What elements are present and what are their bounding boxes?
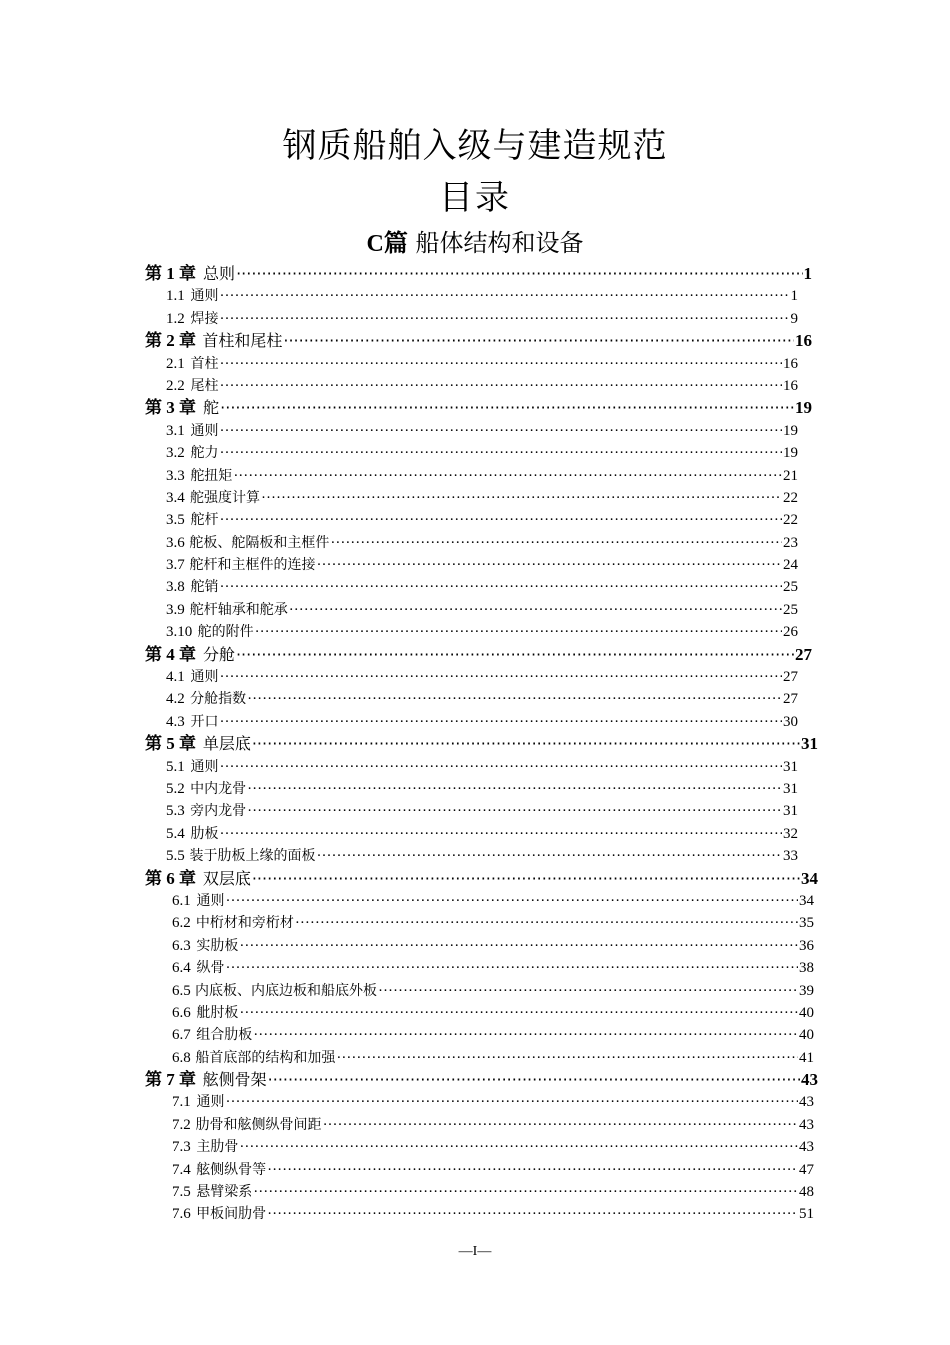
toc-label: 实肋板: [196, 937, 239, 954]
toc-page-number: 34: [801, 868, 818, 888]
toc-page-number: 27: [783, 669, 798, 686]
dot-leader: [330, 532, 782, 554]
toc-chapter-row[interactable]: [145, 1069, 818, 1091]
toc-number: 6.8: [172, 1049, 191, 1066]
toc-label: 旁内龙骨: [190, 803, 247, 820]
dot-leader: [220, 308, 790, 330]
toc-page-number: 19: [783, 445, 798, 462]
toc-page-number: 25: [783, 579, 798, 596]
toc-number: 7.5: [172, 1184, 191, 1201]
toc-section-row[interactable]: [172, 1091, 814, 1113]
toc-number: 6.7: [172, 1027, 191, 1044]
toc-number: 第 6 章: [145, 868, 196, 888]
toc-number: 5.4: [166, 825, 185, 842]
toc-page-number: 48: [799, 1184, 814, 1201]
toc-page-number: 39: [799, 982, 814, 999]
toc-label: 舭肘板: [196, 1004, 239, 1021]
toc-page-number: 22: [783, 512, 798, 529]
toc-label: 舵板、舵隔板和主框件: [189, 534, 330, 551]
toc-number: 6.6: [172, 1004, 191, 1021]
toc-label: 肋骨和舷侧纵骨间距: [195, 1116, 322, 1133]
toc-label: 焊接: [190, 310, 219, 327]
toc-section-row[interactable]: [172, 935, 814, 957]
toc-page-number: 47: [799, 1161, 814, 1178]
dot-leader: [252, 868, 800, 890]
dot-leader: [247, 778, 782, 800]
toc-number: 6.4: [172, 960, 191, 977]
toc-section-row[interactable]: [166, 532, 798, 554]
toc-page-number: 40: [799, 1027, 814, 1044]
toc-label: 内底板、内底边板和船底外板: [195, 982, 377, 999]
toc-page-number: 43: [799, 1094, 814, 1111]
document-title: 钢质船舶入级与建造规范: [282, 126, 668, 166]
dot-leader: [219, 353, 782, 375]
toc-section-row[interactable]: [172, 912, 814, 934]
toc-number: 3.10: [166, 624, 193, 641]
dot-leader: [267, 1203, 798, 1225]
dot-leader: [220, 397, 794, 419]
toc-label: 首柱: [190, 355, 219, 372]
toc-label: 尾柱: [190, 377, 219, 394]
toc-label: 舵杆: [190, 512, 219, 529]
dot-leader: [252, 733, 800, 755]
toc-section-row[interactable]: [172, 980, 814, 1002]
toc-label: 主肋骨: [196, 1139, 239, 1156]
toc-page-number: 33: [783, 848, 798, 865]
toc-page-number: 30: [783, 713, 798, 730]
toc-chapter-row[interactable]: [145, 330, 812, 352]
toc-page-number: 40: [799, 1004, 814, 1021]
dot-leader: [268, 1069, 800, 1091]
dot-leader: [219, 420, 782, 442]
toc-number: 第 3 章: [145, 398, 196, 418]
toc-number: 7.3: [172, 1139, 191, 1156]
toc-chapter-row[interactable]: [145, 644, 812, 666]
dot-leader: [253, 1181, 798, 1203]
toc-number: 6.1: [172, 892, 191, 909]
toc-page-number: 19: [795, 398, 812, 418]
toc-label: 首柱和尾柱: [202, 331, 283, 351]
toc-section-row[interactable]: [166, 823, 798, 845]
toc-number: 3.1: [166, 422, 185, 439]
toc-label: 舵销: [190, 579, 219, 596]
toc-page-number: 43: [799, 1116, 814, 1133]
dot-leader: [267, 1159, 798, 1181]
toc-page-number: 24: [783, 557, 798, 574]
toc-page-number: 34: [799, 892, 814, 909]
toc-section-row[interactable]: [172, 1136, 814, 1158]
toc-section-row[interactable]: [172, 1203, 814, 1225]
dot-leader: [226, 890, 798, 912]
toc-section-row[interactable]: [166, 576, 798, 598]
toc-page-number: 32: [783, 825, 798, 842]
table-of-contents: [0, 263, 950, 1226]
toc-number: 3.2: [166, 445, 185, 462]
toc-number: 6.2: [172, 915, 191, 932]
dot-leader: [316, 845, 782, 867]
dot-leader: [219, 666, 782, 688]
toc-page-number: 9: [790, 310, 798, 327]
dot-leader: [233, 465, 782, 487]
toc-number: 4.2: [166, 691, 185, 708]
toc-page-number: 25: [783, 601, 798, 618]
toc-number: 第 1 章: [145, 264, 196, 283]
dot-leader: [336, 1047, 798, 1069]
toc-number: 1.1: [166, 288, 185, 305]
dot-leader: [219, 442, 782, 464]
toc-page-number: 23: [783, 534, 798, 551]
dot-leader: [323, 1114, 798, 1136]
toc-number: 3.6: [166, 534, 185, 551]
toc-number: 1.2: [166, 310, 185, 327]
toc-label: 船首底部的结构和加强: [195, 1049, 336, 1066]
toc-number: 3.4: [166, 489, 185, 506]
dot-leader: [226, 1091, 798, 1113]
toc-number: 2.2: [166, 377, 185, 394]
toc-section-row[interactable]: [166, 285, 798, 307]
toc-number: 3.9: [166, 601, 185, 618]
toc-label: 通则: [190, 669, 219, 686]
toc-label: 总则: [203, 264, 236, 283]
toc-section-row[interactable]: [166, 688, 798, 710]
toc-label: 装于肋板上缘的面板: [189, 848, 316, 865]
dot-leader: [226, 957, 798, 979]
toc-page-number: 31: [783, 758, 798, 775]
dot-leader: [283, 330, 794, 352]
dot-leader: [219, 756, 782, 778]
toc-section-row[interactable]: [166, 756, 798, 778]
toc-label: 舵杆和主框件的连接: [189, 557, 316, 574]
toc-section-row[interactable]: [166, 621, 798, 643]
toc-chapter-row[interactable]: [145, 397, 812, 419]
toc-label: 组合肋板: [196, 1027, 253, 1044]
toc-number: 6.5: [172, 982, 191, 999]
toc-page-number: 43: [799, 1139, 814, 1156]
dot-leader: [239, 1136, 798, 1158]
dot-leader: [219, 375, 782, 397]
toc-number: 3.5: [166, 512, 185, 529]
page-footer: —I—: [458, 1244, 492, 1259]
toc-label: 悬臂梁系: [196, 1184, 253, 1201]
toc-page-number: 38: [799, 960, 814, 977]
dot-leader: [219, 823, 782, 845]
toc-number: 第 4 章: [145, 644, 196, 664]
toc-number: 4.1: [166, 669, 185, 686]
dot-leader: [236, 263, 802, 285]
toc-section-row[interactable]: [172, 957, 814, 979]
toc-label: 舵杆轴承和舵承: [189, 601, 288, 618]
toc-number: 5.3: [166, 803, 185, 820]
toc-section-row[interactable]: [166, 465, 798, 487]
part-heading: [0, 223, 950, 258]
toc-label: 舷侧骨架: [202, 1070, 267, 1090]
toc-label: 舵力: [190, 445, 219, 462]
toc-section-row[interactable]: [166, 554, 798, 576]
toc-section-row[interactable]: [172, 1024, 814, 1046]
toc-section-row[interactable]: [166, 375, 798, 397]
part-letter: C篇: [366, 231, 408, 257]
toc-label: 开口: [190, 713, 219, 730]
toc-label: 通则: [196, 1094, 225, 1111]
toc-label: 通则: [190, 758, 219, 775]
toc-label: 肋板: [190, 825, 219, 842]
toc-number: 7.2: [172, 1116, 191, 1133]
toc-page-number: 31: [801, 734, 818, 754]
toc-section-row[interactable]: [166, 308, 798, 330]
toc-page-number: 41: [799, 1049, 814, 1066]
toc-number: 7.4: [172, 1161, 191, 1178]
toc-number: 3.3: [166, 467, 185, 484]
toc-page-number: 43: [801, 1070, 818, 1090]
toc-label: 舵的附件: [197, 624, 254, 641]
toc-section-row[interactable]: [172, 1159, 814, 1181]
toc-number: 第 2 章: [145, 331, 196, 351]
toc-section-row[interactable]: [166, 711, 798, 733]
toc-section-row[interactable]: [172, 1047, 814, 1069]
dot-leader: [247, 800, 782, 822]
toc-section-row[interactable]: [166, 420, 798, 442]
toc-number: 5.2: [166, 780, 185, 797]
dot-leader: [316, 554, 782, 576]
toc-number: 2.1: [166, 355, 185, 372]
toc-number: 5.5: [166, 848, 185, 865]
toc-page-number: 27: [783, 691, 798, 708]
dot-leader: [255, 621, 782, 643]
toc-number: 5.1: [166, 758, 185, 775]
toc-page-number: 27: [795, 644, 812, 664]
toc-page-number: 1: [790, 288, 798, 305]
toc-section-row[interactable]: [166, 353, 798, 375]
toc-section-row[interactable]: [166, 442, 798, 464]
toc-section-row[interactable]: [166, 778, 798, 800]
toc-number: 3.7: [166, 557, 185, 574]
toc-section-row[interactable]: [166, 800, 798, 822]
toc-section-row[interactable]: [166, 599, 798, 621]
toc-page-number: 35: [799, 915, 814, 932]
dot-leader: [236, 644, 794, 666]
toc-section-row[interactable]: [172, 1181, 814, 1203]
toc-number: 第 7 章: [145, 1070, 196, 1090]
toc-label: 分舱指数: [190, 691, 247, 708]
toc-section-row[interactable]: [166, 487, 798, 509]
toc-label: 通则: [190, 422, 219, 439]
dot-leader: [219, 509, 782, 531]
toc-label: 通则: [190, 288, 219, 305]
part-name: 船体结构和设备: [415, 229, 584, 257]
toc-number: 第 5 章: [145, 734, 196, 754]
toc-label: 中桁材和旁桁材: [195, 915, 294, 932]
toc-page-number: 19: [783, 422, 798, 439]
toc-label: 双层底: [202, 868, 251, 888]
toc-section-row[interactable]: [172, 1002, 814, 1024]
dot-leader: [253, 1024, 798, 1046]
toc-page-number: 16: [783, 377, 798, 394]
toc-page-number: 16: [783, 355, 798, 372]
dot-leader: [261, 487, 782, 509]
toc-label: 甲板间肋骨: [196, 1206, 267, 1223]
toc-label: 舵扭矩: [190, 467, 233, 484]
toc-chapter-row[interactable]: [145, 263, 812, 285]
toc-label: 舵强度计算: [190, 489, 261, 506]
toc-page-number: 51: [799, 1206, 814, 1223]
dot-leader: [239, 1002, 798, 1024]
dot-leader: [247, 688, 782, 710]
toc-page-number: 1: [803, 264, 812, 283]
toc-label: 舵: [203, 398, 220, 418]
toc-page-number: 21: [783, 467, 798, 484]
toc-page-number: 31: [783, 803, 798, 820]
toc-page-number: 36: [799, 937, 814, 954]
toc-label: 中内龙骨: [190, 780, 247, 797]
toc-label: 舷侧纵骨等: [196, 1161, 267, 1178]
toc-number: 3.8: [166, 579, 185, 596]
toc-section-row[interactable]: [166, 509, 798, 531]
dot-leader: [289, 599, 782, 621]
dot-leader: [219, 576, 782, 598]
toc-page-number: 22: [783, 489, 798, 506]
dot-leader: [220, 285, 790, 307]
toc-label: 单层底: [202, 734, 251, 754]
dot-leader: [378, 980, 798, 1002]
toc-section-row[interactable]: [166, 666, 798, 688]
toc-label: 纵骨: [196, 960, 225, 977]
toc-page-number: 26: [783, 624, 798, 641]
dot-leader: [219, 711, 782, 733]
toc-label: 分舱: [202, 644, 235, 664]
toc-number: 4.3: [166, 713, 185, 730]
toc-chapter-row[interactable]: [145, 868, 818, 890]
toc-number: 6.3: [172, 937, 191, 954]
toc-label: 通则: [196, 892, 225, 909]
toc-number: 7.1: [172, 1094, 191, 1111]
dot-leader: [295, 912, 798, 934]
toc-section-row[interactable]: [172, 1114, 814, 1136]
toc-section-row[interactable]: [172, 890, 814, 912]
toc-section-row[interactable]: [166, 845, 798, 867]
toc-page-number: 16: [795, 331, 812, 351]
document-subtitle: 目录: [439, 178, 511, 218]
toc-page-number: 31: [783, 780, 798, 797]
toc-chapter-row[interactable]: [145, 733, 818, 755]
toc-number: 7.6: [172, 1206, 191, 1223]
dot-leader: [239, 935, 798, 957]
